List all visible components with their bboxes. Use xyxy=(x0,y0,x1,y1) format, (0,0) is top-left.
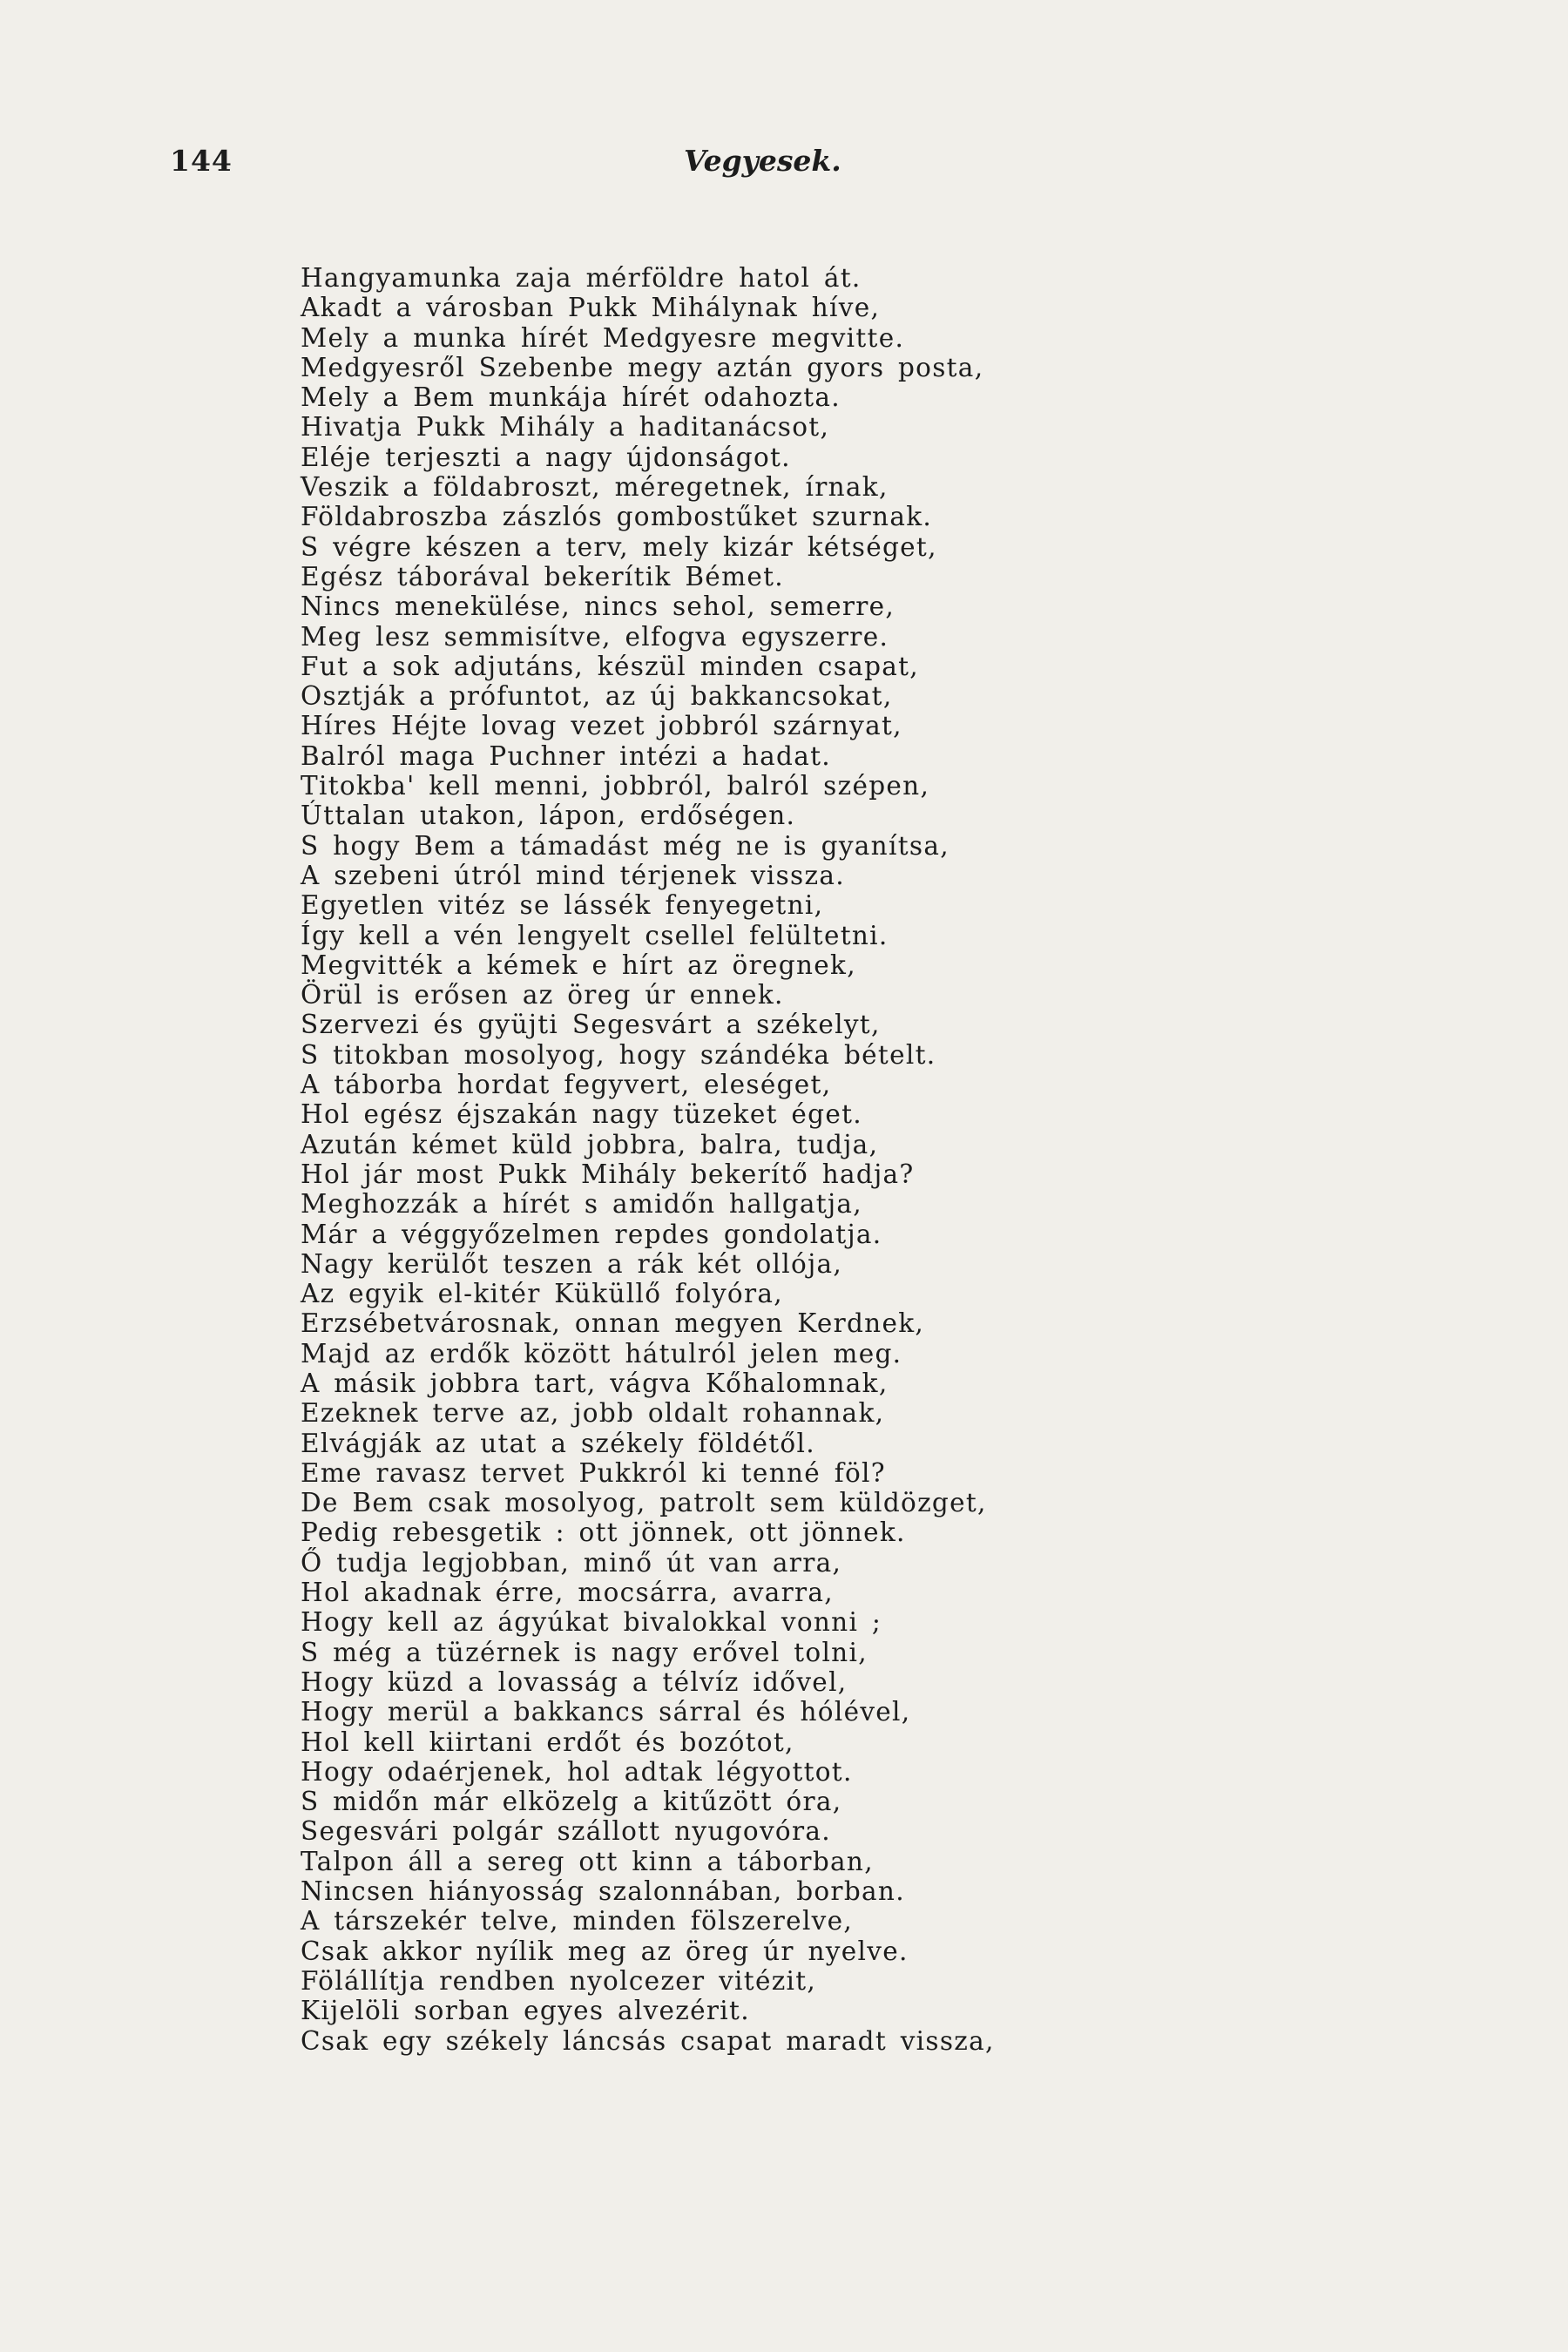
poem-line: Hogy merül a bakkancs sárral és hólével, xyxy=(301,1697,911,1727)
poem-line: S midőn már elközelg a kitűzött óra, xyxy=(301,1787,842,1817)
poem-line: Fölállítja rendben nyolcezer vitézit, xyxy=(301,1965,817,1996)
poem-line: Eléje terjeszti a nagy újdonságot. xyxy=(301,442,791,472)
poem-line: Ezeknek terve az, jobb oldalt rohannak, xyxy=(301,1398,885,1429)
poem-line: Azután kémet küld jobbra, balra, tudja, xyxy=(301,1129,879,1159)
poem-line: Hivatja Pukk Mihály a haditanácsot, xyxy=(301,412,830,443)
poem-line: Veszik a földabroszt, méregetnek, írnak, xyxy=(301,472,889,503)
poem-line: De Bem csak mosolyog, patrolt sem küldözget, xyxy=(301,1488,987,1518)
running-head xyxy=(170,144,1389,187)
poem-line: Segesvári polgár szállott nyugovóra. xyxy=(301,1816,831,1847)
poem-line: Már a véggyőzelmen repdes gondolatja. xyxy=(301,1219,882,1249)
poem-line: Örül is erősen az öreg úr ennek. xyxy=(301,980,784,1010)
poem-line: A táborba hordat fegyvert, eleséget, xyxy=(301,1070,832,1100)
poem-line: Pedig rebesgetik : ott jönnek, ott jönnek. xyxy=(301,1517,906,1548)
poem-line: Csak akkor nyílik meg az öreg úr nyelve. xyxy=(301,1936,909,1966)
poem-line: Talpon áll a sereg ott kinn a táborban, xyxy=(301,1846,874,1876)
poem-line: Hol jár most Pukk Mihály bekerítő hadja? xyxy=(301,1159,915,1189)
poem-line: Hol egész éjszakán nagy tüzeket éget. xyxy=(301,1099,862,1130)
poem-line: Nincs menekülése, nincs sehol, semerre, xyxy=(301,591,896,622)
poem-line: Hangyamunka zaja mérföldre hatol át. xyxy=(301,263,862,293)
poem-line: Megvitték a kémek e hírt az öregnek, xyxy=(301,950,856,980)
poem-line: Hol akadnak érre, mocsárra, avarra, xyxy=(301,1578,834,1608)
poem-line: Hol kell kiirtani erdőt és bozótot, xyxy=(301,1727,794,1757)
poem-line: Hogy kell az ágyúkat bivalokkal vonni ; xyxy=(301,1607,882,1638)
poem-line: Nincsen hiányosság szalonnában, borban. xyxy=(301,1876,905,1907)
poem-line: Az egyik el-kitér Küküllő folyóra, xyxy=(301,1279,783,1309)
page-number: 144 xyxy=(170,144,233,178)
poem-line: A társzekér telve, minden fölszerelve, xyxy=(301,1906,854,1936)
poem-line: Hogy küzd a lovasság a télvíz idővel, xyxy=(301,1666,848,1697)
poem-line: Majd az erdők között hátulról jelen meg. xyxy=(301,1338,902,1369)
poem-line: Elvágják az utat a székely földétől. xyxy=(301,1428,815,1458)
poem-line: Akadt a városban Pukk Mihálynak híve, xyxy=(301,293,881,323)
poem-line: Híres Héjte lovag vezet jobbról szárnyat, xyxy=(301,711,902,741)
poem-line: Kijelöli sorban egyes alvezérit. xyxy=(301,1996,750,2026)
poem-line: Eme ravasz tervet Pukkról ki tenné föl? xyxy=(301,1457,886,1488)
poem-line: Fut a sok adjutáns, készül minden csapat, xyxy=(301,651,919,681)
poem-line: Csak egy székely láncsás csapat maradt vissza, xyxy=(301,2025,995,2056)
poem-line: Egyetlen vitéz se lássék fenyegetni, xyxy=(301,890,824,921)
poem-line: Mely a munka hírét Medgyesre megvitte. xyxy=(301,322,905,353)
poem-line: S végre készen a terv, mely kizár kétséget, xyxy=(301,531,937,562)
poem-line: S titokban mosolyog, hogy szándéka bételt. xyxy=(301,1039,936,1070)
poem-line: S még a tüzérnek is nagy erővel tolni, xyxy=(301,1637,868,1667)
running-title: Vegyesek. xyxy=(684,144,841,178)
poem-line: Meg lesz semmisítve, elfogva egyszerre. xyxy=(301,621,889,652)
poem-line: Balról maga Puchner intézi a hadat. xyxy=(301,740,831,771)
poem-line: Nagy kerülőt teszen a rák két ollója, xyxy=(301,1248,843,1279)
poem-line: S hogy Bem a támadást még ne is gyanítsa, xyxy=(301,830,950,861)
poem-line: Szervezi és gyüjti Segesvárt a székelyt, xyxy=(301,1010,881,1040)
poem-line: Titokba' kell menni, jobbról, balról szépen, xyxy=(301,771,930,801)
poem-line: Így kell a vén lengyelt csellel felültetni. xyxy=(301,920,889,950)
poem-line: Úttalan utakon, lápon, erdőségen. xyxy=(301,801,796,831)
poem-line: Ő tudja legjobban, minő út van arra, xyxy=(301,1547,842,1578)
poem-line: A szebeni útról mind térjenek vissza. xyxy=(301,860,845,890)
poem-line: Földabroszba zászlós gombostűket szurnak. xyxy=(301,502,933,532)
poem-line: Hogy odaérjenek, hol adtak légyottot. xyxy=(301,1756,853,1787)
poem-line: Mely a Bem munkája hírét odahozta. xyxy=(301,382,841,413)
poem-line: Osztják a prófuntot, az új bakkancsokat, xyxy=(301,681,893,712)
poem-line: Egész táborával bekerítik Bémet. xyxy=(301,561,784,591)
poem-line: Erzsébetvárosnak, onnan megyen Kerdnek, xyxy=(301,1308,925,1339)
poem-line: Medgyesről Szebenbe megy aztán gyors posta, xyxy=(301,352,984,382)
poem-line: A másik jobbra tart, vágva Kőhalomnak, xyxy=(301,1368,889,1398)
poem-line: Meghozzák a hírét s amidőn hallgatja, xyxy=(301,1189,862,1220)
poem-text xyxy=(301,263,1259,2056)
